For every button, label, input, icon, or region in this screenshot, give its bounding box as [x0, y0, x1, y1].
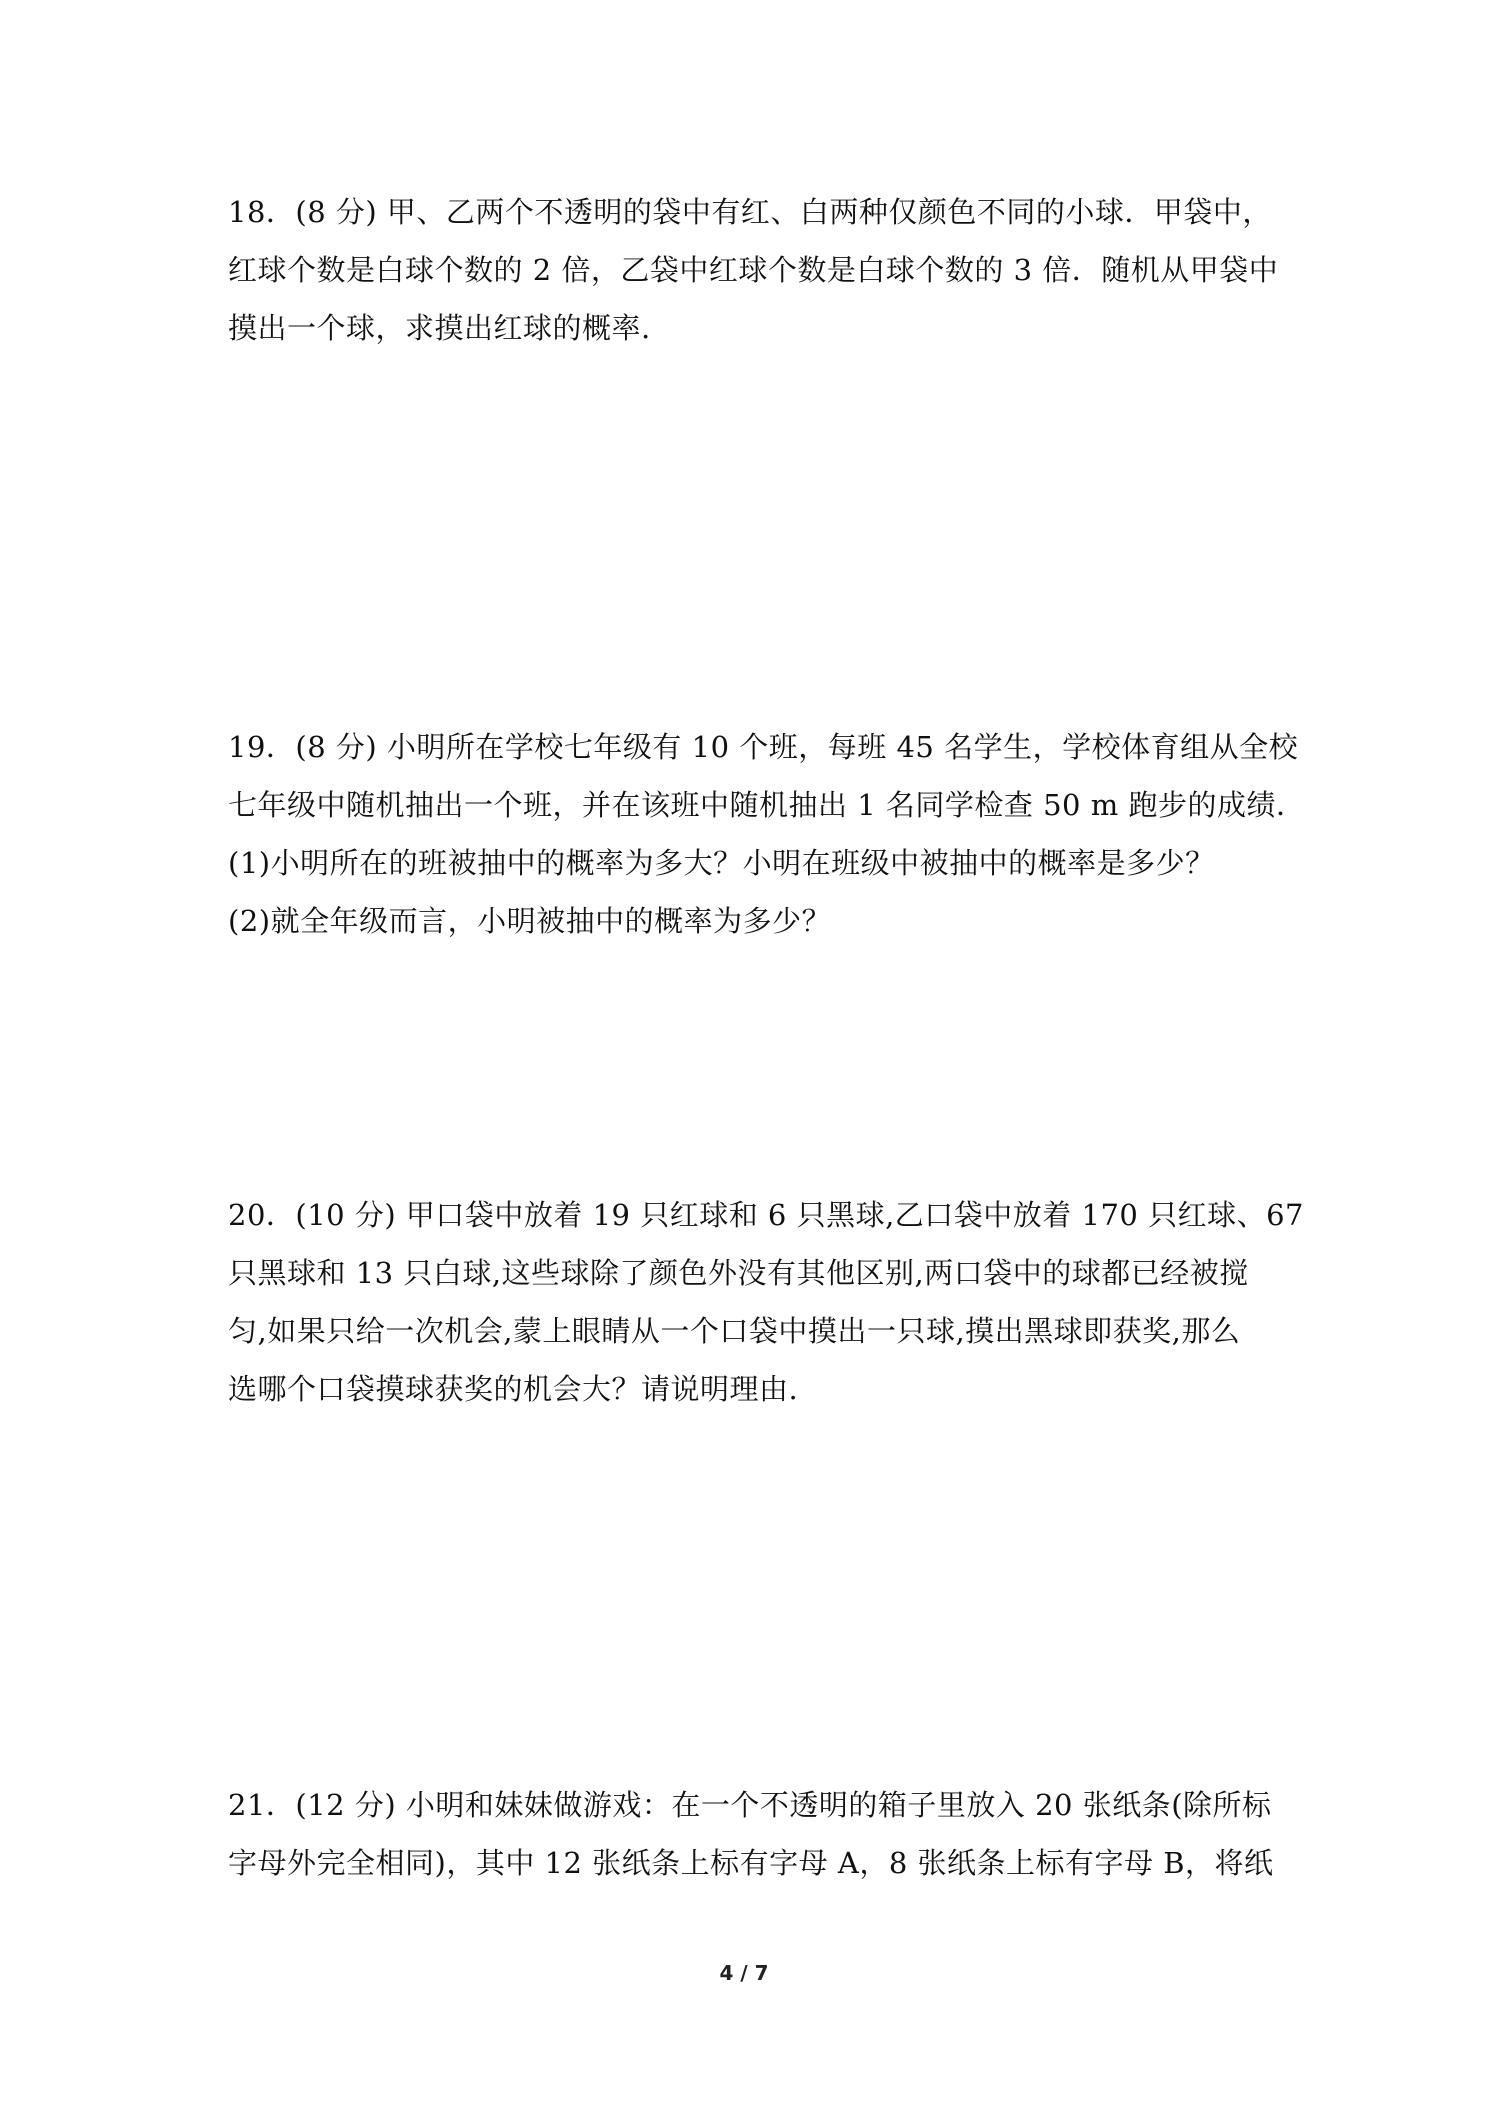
- question-line: 七年级中随机抽出一个班，并在该班中随机抽出 1 名同学检查 50 m 跑步的成绩．: [228, 788, 1306, 822]
- question-line: 18．(8 分) 甲、乙两个不透明的袋中有红、白两种仅颜色不同的小球．甲袋中，: [228, 195, 1272, 229]
- question-line: 21．(12 分) 小明和妹妹做游戏：在一个不透明的箱子里放入 20 张纸条(除所标: [228, 1788, 1272, 1822]
- question-line: 字母外完全相同)，其中 12 张纸条上标有字母 A，8 张纸条上标有字母 B，将纸: [228, 1846, 1274, 1880]
- page-number: 4 / 7: [719, 1961, 769, 1985]
- question-line: 选哪个口袋摸球获奖的机会大？请说明理由.: [228, 1372, 799, 1406]
- question-21: [228, 1776, 1272, 1892]
- question-20: [228, 1186, 1305, 1418]
- question-line: 红球个数是白球个数的 2 倍，乙袋中红球个数是白球个数的 3 倍．随机从甲袋中: [228, 253, 1279, 287]
- question-18: [228, 183, 1279, 357]
- question-line: 20．(10 分) 甲口袋中放着 19 只红球和 6 只黑球,乙口袋中放着 170 只红球、67: [228, 1198, 1305, 1232]
- question-line: 19．(8 分) 小明所在学校七年级有 10 个班，每班 45 名学生，学校体育组从全校: [228, 730, 1299, 764]
- question-line: 只黑球和 13 只白球,这些球除了颜色外没有其他区别,两口袋中的球都已经被搅: [228, 1256, 1249, 1290]
- question-line: 摸出一个球，求摸出红球的概率.: [228, 311, 651, 345]
- question-line: (2)就全年级而言，小明被抽中的概率为多少？: [228, 904, 832, 938]
- question-line: 匀,如果只给一次机会,蒙上眼睛从一个口袋中摸出一只球,摸出黑球即获奖,那么: [228, 1314, 1241, 1348]
- question-19: [228, 718, 1306, 950]
- question-line: (1)小明所在的班被抽中的概率为多大？小明在班级中被抽中的概率是多少？: [228, 846, 1215, 880]
